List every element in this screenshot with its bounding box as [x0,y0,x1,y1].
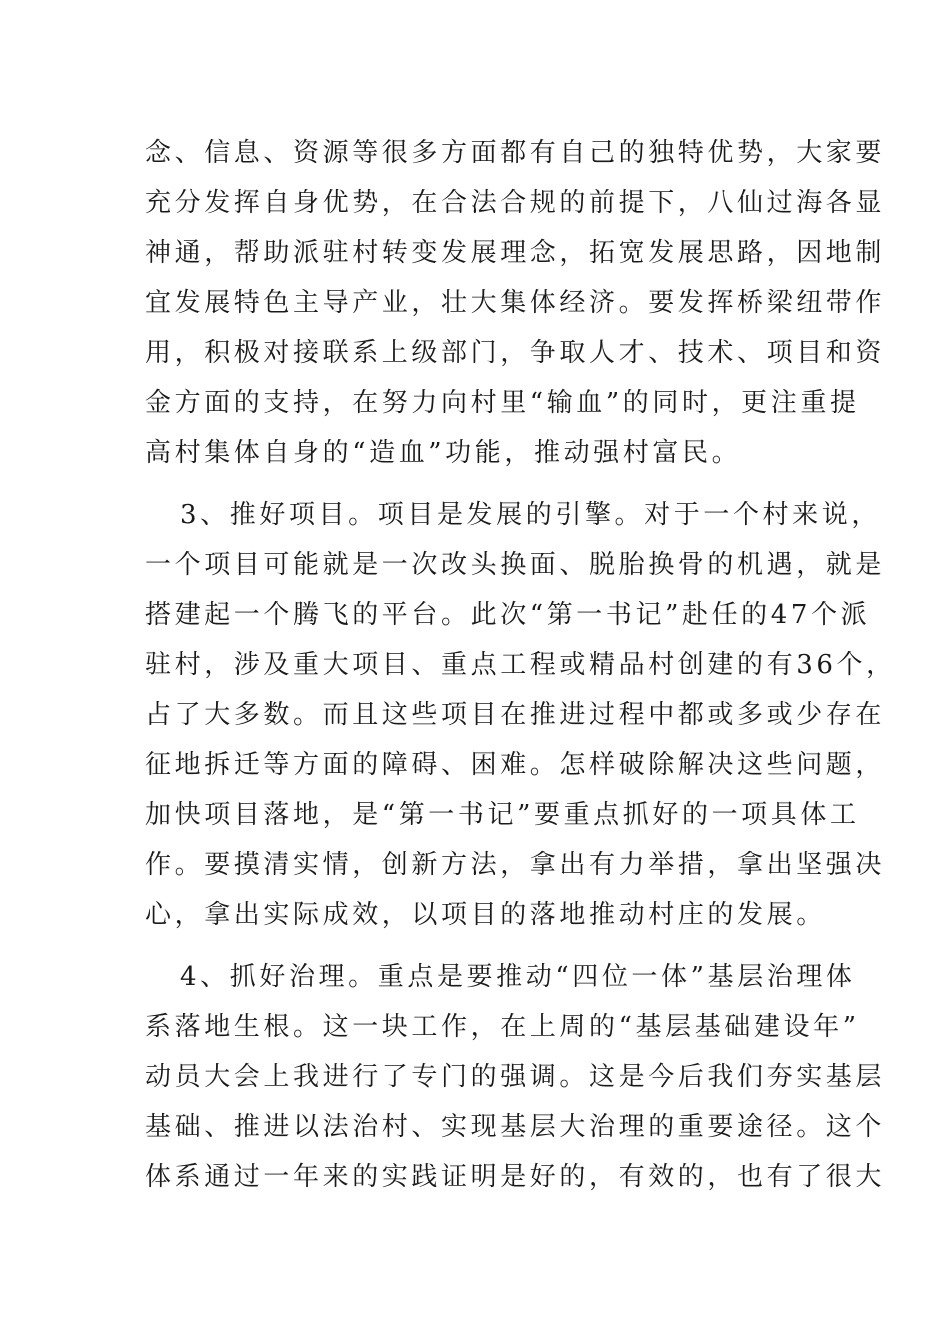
paragraph-2-line-3: 搭建起一个腾飞的平台。此次“第一书记”赴任的47个派 [145,600,871,630]
paragraph-3-line-4: 基础、推进以法治村、实现基层大治理的重要途径。这个 [145,1112,886,1142]
paragraph-1-line-7: 高村集体自身的“造血”功能，推动强村富民。 [145,438,742,468]
paragraph-3-line-3: 动员大会上我进行了专门的强调。这是今后我们夯实基层 [145,1062,886,1092]
paragraph-2-line-6: 征地拆迁等方面的障碍、困难。怎样破除解决这些问题， [145,750,886,780]
paragraph-3-line-5: 体系通过一年来的实践证明是好的，有效的，也有了很大 [145,1162,886,1192]
paragraph-1-line-6: 金方面的支持，在努力向村里“输血”的同时，更注重提 [145,388,860,418]
paragraph-2-line-8: 作。要摸清实情，创新方法，拿出有力举措，拿出坚强决 [145,850,886,880]
paragraph-2-line-5: 占了大多数。而且这些项目在推进过程中都或多或少存在 [145,700,886,730]
paragraph-2-line-7: 加快项目落地，是“第一书记”要重点抓好的一项具体工 [145,800,860,830]
paragraph-2-line-1: 3、推好项目。项目是发展的引擎。对于一个村来说， [180,500,881,530]
paragraph-1-line-4: 宜发展特色主导产业，壮大集体经济。要发挥桥梁纽带作 [145,288,886,318]
paragraph-2-line-4: 驻村，涉及重大项目、重点工程或精品村创建的有36个， [145,650,896,680]
paragraph-1-line-1: 念、信息、资源等很多方面都有自己的独特优势，大家要 [145,138,886,168]
paragraph-1-line-3: 神通，帮助派驻村转变发展理念，拓宽发展思路，因地制 [145,238,886,268]
paragraph-2-line-2: 一个项目可能就是一次改头换面、脱胎换骨的机遇，就是 [145,550,886,580]
paragraph-3-line-2: 系落地生根。这一块工作，在上周的“基层基础建设年” [145,1012,860,1042]
paragraph-3-line-1: 4、抓好治理。重点是要推动“四位一体”基层治理体 [180,962,856,992]
paragraph-1-line-5: 用，积极对接联系上级部门，争取人才、技术、项目和资 [145,338,886,368]
paragraph-2-line-9: 心，拿出实际成效，以项目的落地推动村庄的发展。 [145,900,826,930]
paragraph-1-line-2: 充分发挥自身优势，在合法合规的前提下，八仙过海各显 [145,188,886,218]
